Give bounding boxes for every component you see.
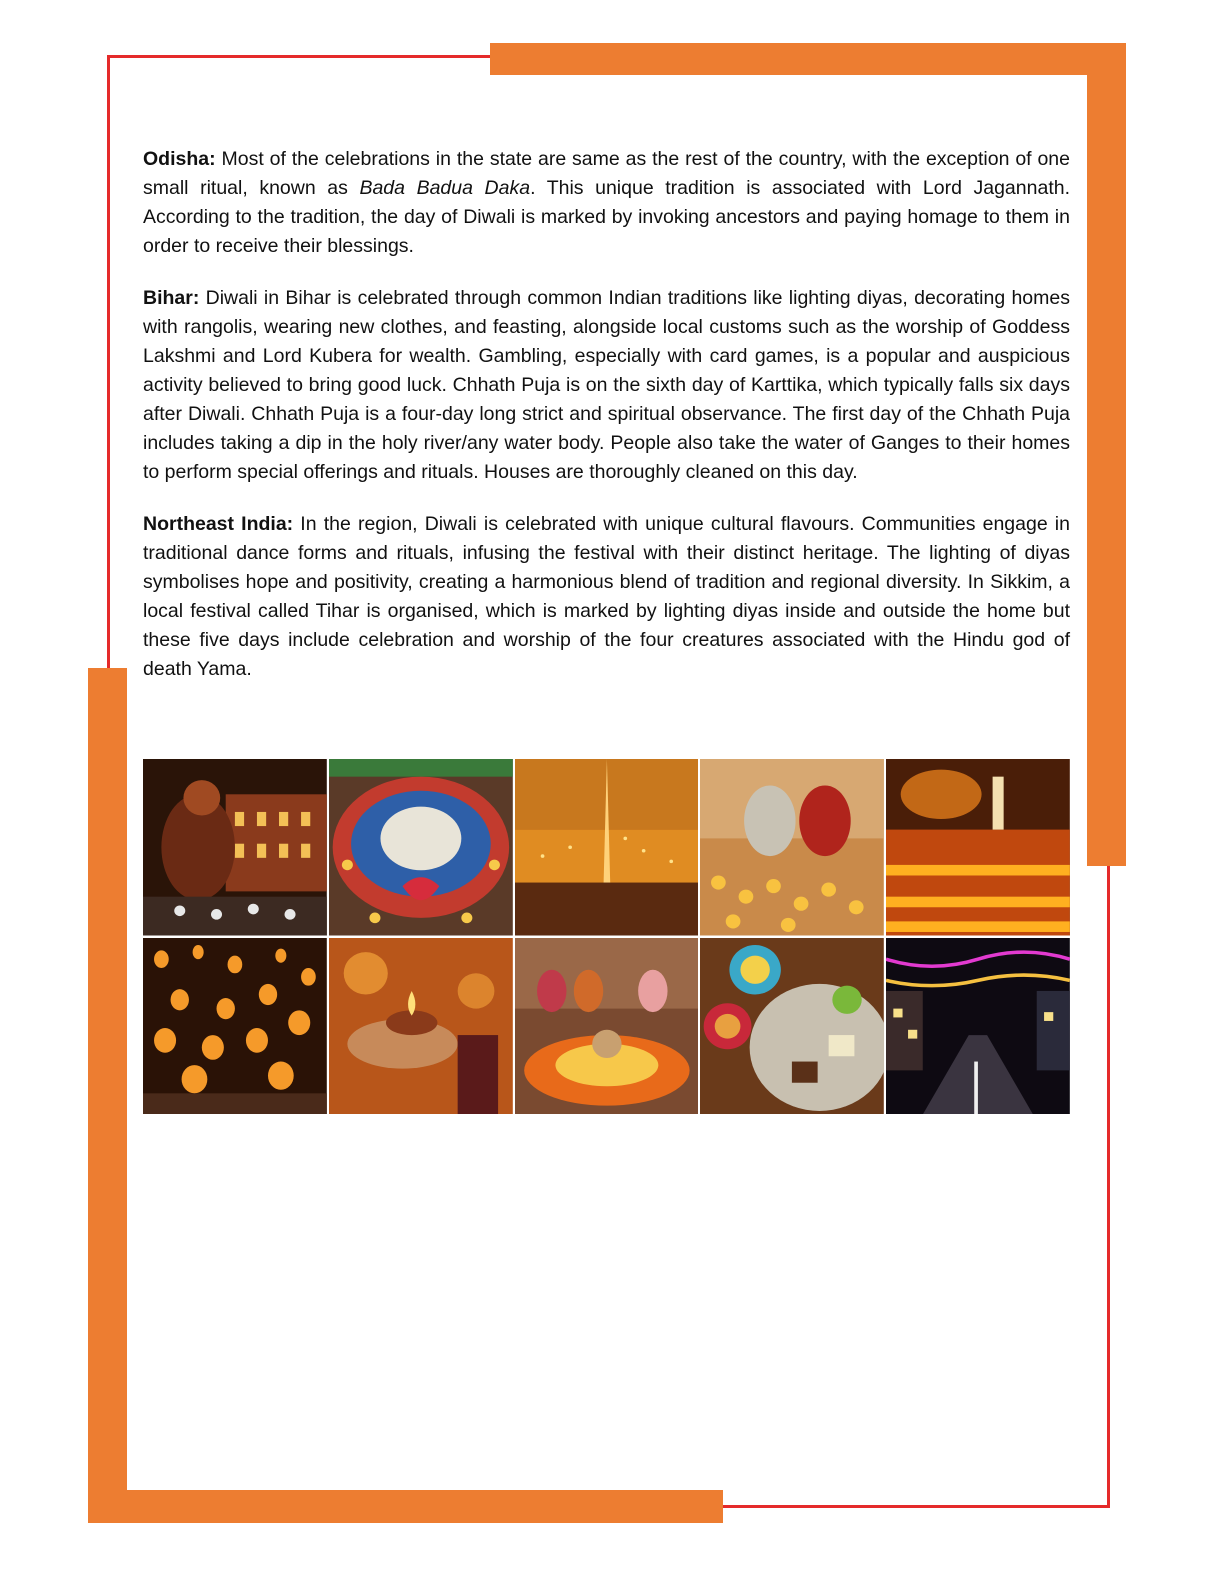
effigy-photo	[143, 759, 327, 936]
diya-hands-photo	[329, 938, 513, 1115]
street-lights-photo	[886, 938, 1070, 1115]
orange-accent-right	[1087, 43, 1126, 866]
section-heading: Odisha:	[143, 148, 216, 170]
section-northeast-india: Northeast India: In the region, Diwali is celebrated with unique cultural flavours. Communities engage in traditional dance forms and rituals, infusing the festival with their distinct heritage. The lighting of diyas symbolises hope and positivity, creating a harmonious blend of tradition and regional diversity. In Sikkim, a local festival called Tihar is organised, which is marked by lighting diyas inside and outside the home but these five days include celebration and worship of the four creatures associated with the Hindu god of death Yama.	[143, 513, 1070, 680]
section-heading: Northeast India:	[143, 513, 294, 535]
fire-dance-photo	[886, 759, 1070, 936]
fireworks-city-photo	[515, 759, 699, 936]
photo-collage	[143, 759, 1070, 1114]
diyas-sweets-photo	[700, 938, 884, 1115]
puja-rangoli-photo	[515, 938, 699, 1115]
women-diyas-photo	[700, 759, 884, 936]
orange-accent-bottom	[88, 1490, 723, 1523]
sky-lanterns-photo	[143, 938, 327, 1115]
orange-accent-left	[88, 668, 127, 1523]
orange-accent-top	[490, 43, 1126, 75]
rangoli-photo	[329, 759, 513, 936]
section-heading: Bihar:	[143, 287, 200, 309]
article-body	[143, 145, 1070, 707]
section-bihar: Bihar: Diwali in Bihar is celebrated through common Indian traditions like lighting diyas, decorating homes with rangolis, wearing new clothes, and feasting, alongside local customs such as the worship of Goddess Lakshmi and Lord Kubera for wealth. Gambling, especially with card games, is a popular and auspicious activity believed to bring good luck. Chhath Puja is on the sixth day of Karttika, which typically falls six days after Diwali. Chhath Puja is a four-day long strict and spiritual observance. The first day of the Chhath Puja includes taking a dip in the holy river/any water body. People also take the water of Ganges to their homes to perform special offerings and rituals. Houses are thoroughly cleaned on this day.	[143, 287, 1070, 483]
section-odisha: Odisha: Most of the celebrations in the state are same as the rest of the country, with the exception of one small ritual, known as Bada Badua Daka. This unique tradition is associated with Lord Jagannath. According to the tradition, the day of Diwali is marked by invoking ancestors and paying homage to them in order to receive their blessings.	[143, 148, 1070, 257]
